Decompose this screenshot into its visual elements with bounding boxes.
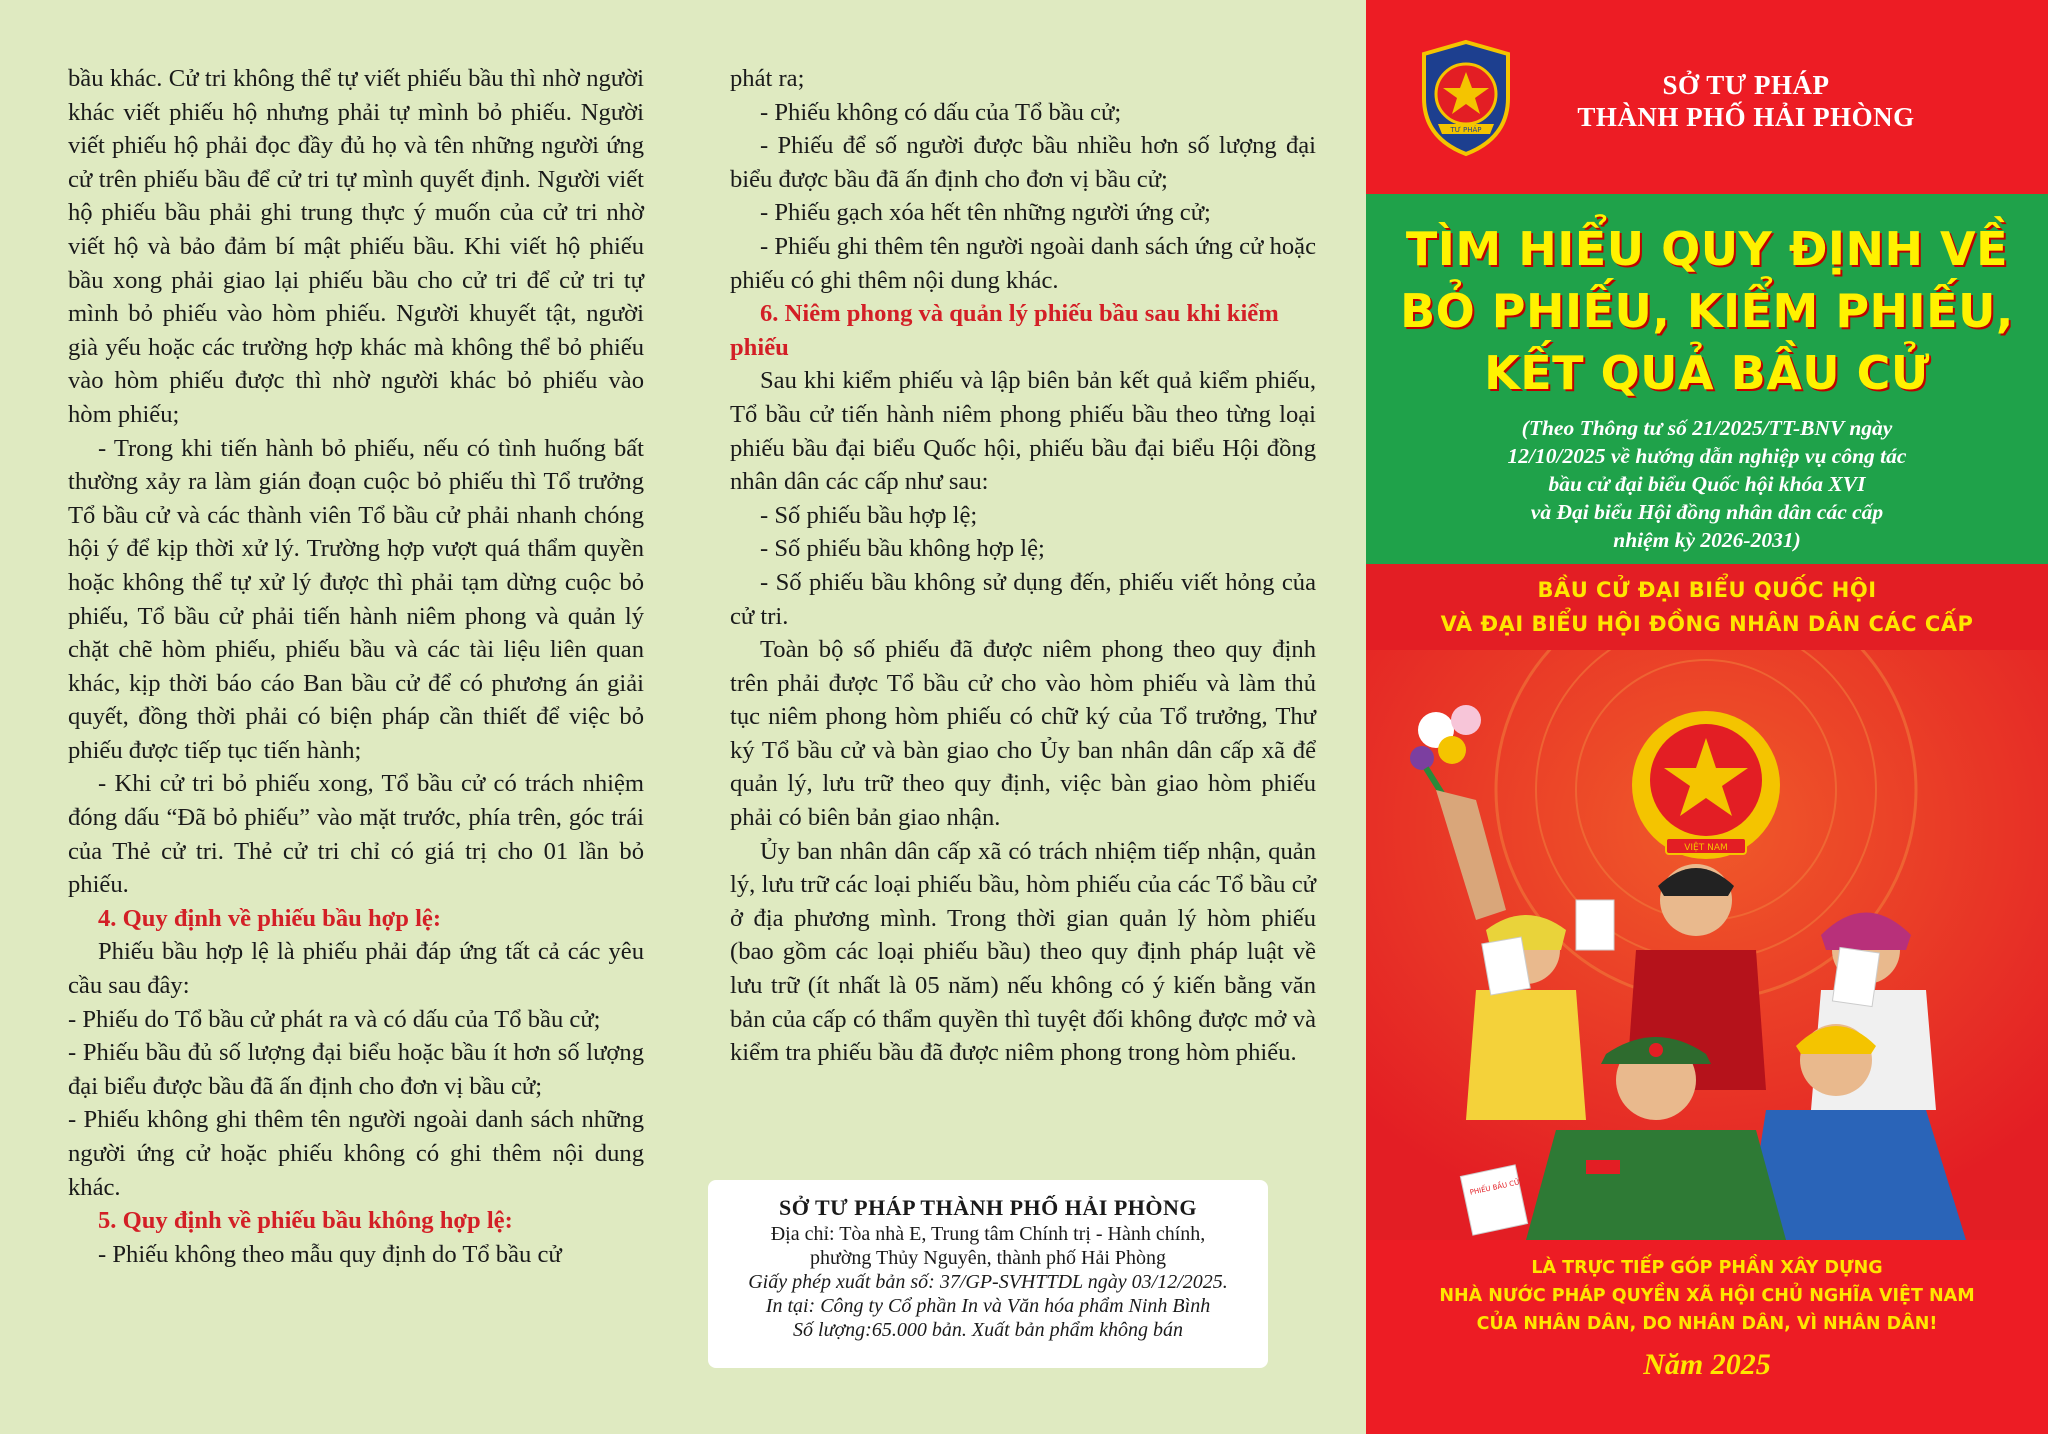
body-paragraph: Ủy ban nhân dân cấp xã có trách nhiệm tiếp nhận, quản lý, lưu trữ các loại phiếu bầu, hòm phiếu của các Tổ bầu cử ở địa phương mình. Trong thời gian quản lý hòm phiếu (bao gồm các loại phiếu bầu) theo quy định pháp luật về lưu trữ (ít nhất là 05 năm) nếu không có ý kiến bằng văn bản của cấp có thẩm quyền thì tuyệt đối không được mở và kiểm tra phiếu bầu đã được niêm phong trong hòm phiếu. [730,837,1316,1067]
publisher-address-1: Địa chỉ: Tòa nhà E, Trung tâm Chính trị - Hành chính, [770,1223,1206,1245]
printer-info: In tại: Công ty Cổ phần In và Văn hóa phẩm Ninh Bình [765,1295,1211,1317]
cover-title-line1: TÌM HIỂU QUY ĐỊNH VỀ [1405,222,2009,276]
election-band-line1: BẦU CỬ ĐẠI BIỂU QUỐC HỘI [1537,578,1877,602]
body-paragraph: Sau khi kiểm phiếu và lập biên bản kết quả kiểm phiếu, Tổ bầu cử tiến hành niêm phong phiếu bầu theo từng loại phiếu bầu đại biểu Quốc hội, phiếu bầu đại biểu Hội đồng nhân dân các cấp như sau: [730,367,1316,496]
cover-title-section [1366,194,2048,564]
election-illustration [1366,650,2048,1240]
cover-subtitle-line1: (Theo Thông tư số 21/2025/TT-BNV ngày [1521,416,1893,440]
body-paragraph: - Phiếu gạch xóa hết tên những người ứng cử; [760,199,1211,227]
cover-subtitle-line3: bầu cử đại biểu Quốc hội khóa XVI [1548,472,1866,496]
slogan-line3: CỦA NHÂN DÂN, DO NHÂN DÂN, VÌ NHÂN DÂN! [1476,1314,1938,1334]
body-paragraph: - Phiếu không ghi thêm tên người ngoài danh sách những người ứng cử hoặc phiếu không có ghi thêm nội dung khác. [68,1106,644,1201]
body-paragraph: - Phiếu không có dấu của Tổ bầu cử; [760,98,1122,126]
body-paragraph: - Trong khi tiến hành bỏ phiếu, nếu có tình huống bất thường xảy ra làm gián đoạn cuộc bỏ phiếu thì Tổ trưởng Tổ bầu cử và các thành viên Tổ bầu cử phải nhanh chóng hội ý để kịp thời xử lý. Trường hợp vượt quá thẩm quyền hoặc không thể tự xử lý được thì phải tạm dừng cuộc bỏ phiếu, Tổ bầu cử phải tiến hành niêm phong và quản lý chặt chẽ hòm phiếu, phiếu bầu và các tài liệu liên quan khác, kịp thời báo cáo Ban bầu cử để có phương án giải quyết, đồng thời phải có biện pháp cần thiết để việc bỏ phiếu được tiếp tục tiến hành; [68,434,644,764]
section-heading: 6. Niêm phong và quản lý phiếu bầu sau khi kiểm phiếu [730,300,1279,361]
body-paragraph: - Phiếu không theo mẫu quy định do Tổ bầu cử [98,1240,562,1268]
cover-subtitle-line5: nhiệm kỳ 2026-2031) [1613,528,1801,552]
body-paragraph: Toàn bộ số phiếu đã được niêm phong theo quy định trên phải được Tổ bầu cử cho vào hòm phiếu và làm thủ tục niêm phong hòm phiếu có chữ ký của Tổ trưởng, Thư ký Tổ bầu cử và bàn giao cho Ủy ban nhân dân cấp xã để quản lý, lưu trữ theo quy định, việc bàn giao hòm phiếu phải có biên bản giao nhận. [730,636,1316,832]
section-heading: 5. Quy định về phiếu bầu không hợp lệ: [98,1207,513,1235]
publishing-license: Giấy phép xuất bản số: 37/GP-SVHTTDL ngày 03/12/2025. [748,1271,1228,1293]
emblem-ribbon-text: VIỆT NAM [1684,843,1728,853]
publication-year: Năm 2025 [1643,1348,1771,1381]
cover-title-line2: BỎ PHIẾU, KIỂM PHIẾU, [1400,284,2014,338]
body-paragraph: - Số phiếu bầu không hợp lệ; [760,535,1045,563]
cover-subtitle-line2: 12/10/2025 về hướng dẫn nghiệp vụ công tác [1507,444,1907,468]
slogan-line2: NHÀ NƯỚC PHÁP QUYỀN XÃ HỘI CHỦ NGHĨA VIỆT NAM [1439,1286,1975,1306]
cover-header [1366,0,2048,194]
body-paragraph: - Phiếu do Tổ bầu cử phát ra và có dấu của Tổ bầu cử; [68,1005,601,1033]
org-name-line1: SỞ TƯ PHÁP [1662,70,1830,100]
cover-panel [1366,0,2048,1434]
text-column-left [0,0,700,1434]
body-paragraph: bầu khác. Cử tri không thể tự viết phiếu bầu thì nhờ người khác viết phiếu hộ nhưng phải tự mình bỏ phiếu. Người viết phiếu hộ phải đọc đầy đủ họ và tên những người ứng cử trên phiếu bầu để cử tri tự mình quyết định. Người viết hộ phiếu bầu phải ghi trung thực ý muốn của cử tri nhờ viết hộ và bảo đảm bí mật phiếu bầu. Khi viết hộ phiếu bầu xong phải giao lại phiếu bầu cho cử tri để cử tri tự mình bỏ phiếu vào hòm phiếu. Người khuyết tật, người già yếu hoặc các trường hợp khác mà không thể bỏ phiếu vào hòm phiếu được thì nhờ người khác bỏ phiếu vào hòm phiếu; [68,65,644,428]
print-quantity: Số lượng:65.000 bản. Xuất bản phẩm không bán [793,1319,1183,1341]
org-name-line2: THÀNH PHỐ HẢI PHÒNG [1577,102,1915,132]
body-paragraph: - Khi cử tri bỏ phiếu xong, Tổ bầu cử có trách nhiệm đóng dấu “Đã bỏ phiếu” vào mặt trước, phía trên, góc trái của Thẻ cử tri. Thẻ cử tri chỉ có giá trị cho 01 lần bỏ phiếu. [68,770,644,899]
body-paragraph: - Phiếu để số người được bầu nhiều hơn số lượng đại biểu được bầu đã ấn định cho đơn vị bầu cử; [730,132,1316,193]
body-paragraph: phát ra; [730,65,805,92]
cover-subtitle-line4: và Đại biểu Hội đồng nhân dân các cấp [1530,500,1884,524]
publisher-address-2: phường Thủy Nguyên, thành phố Hải Phòng [809,1247,1167,1269]
emblem-caption: TƯ PHÁP [1450,126,1482,134]
section-heading: 4. Quy định về phiếu bầu hợp lệ: [98,904,442,932]
national-emblem-icon [1632,711,1780,859]
ballot-label: PHIẾU BẦU CỬ [1469,1178,1521,1197]
publisher-info-box [708,1180,1268,1368]
election-band [1366,564,2048,650]
body-paragraph: - Phiếu bầu đủ số lượng đại biểu hoặc bầu ít hơn số lượng đại biểu được bầu đã ấn định cho đơn vị bầu cử; [68,1039,644,1100]
cover-title-line3: KẾT QUẢ BẦU CỬ [1484,346,1930,400]
body-paragraph: - Số phiếu bầu không sử dụng đến, phiếu viết hỏng của cử tri. [730,568,1316,630]
publisher-name: SỞ TƯ PHÁP THÀNH PHỐ HẢI PHÒNG [779,1195,1197,1220]
body-paragraph: Phiếu bầu hợp lệ là phiếu phải đáp ứng tất cả các yêu cầu sau đây: [68,938,644,1000]
body-paragraph: - Phiếu ghi thêm tên người ngoài danh sách ứng cử hoặc phiếu có ghi thêm nội dung khác. [730,232,1316,294]
body-paragraph: - Số phiếu bầu hợp lệ; [760,501,978,529]
election-band-line2: VÀ ĐẠI BIỂU HỘI ĐỒNG NHÂN DÂN CÁC CẤP [1440,612,1974,636]
slogan-line1: LÀ TRỰC TIẾP GÓP PHẦN XÂY DỰNG [1531,1258,1883,1278]
